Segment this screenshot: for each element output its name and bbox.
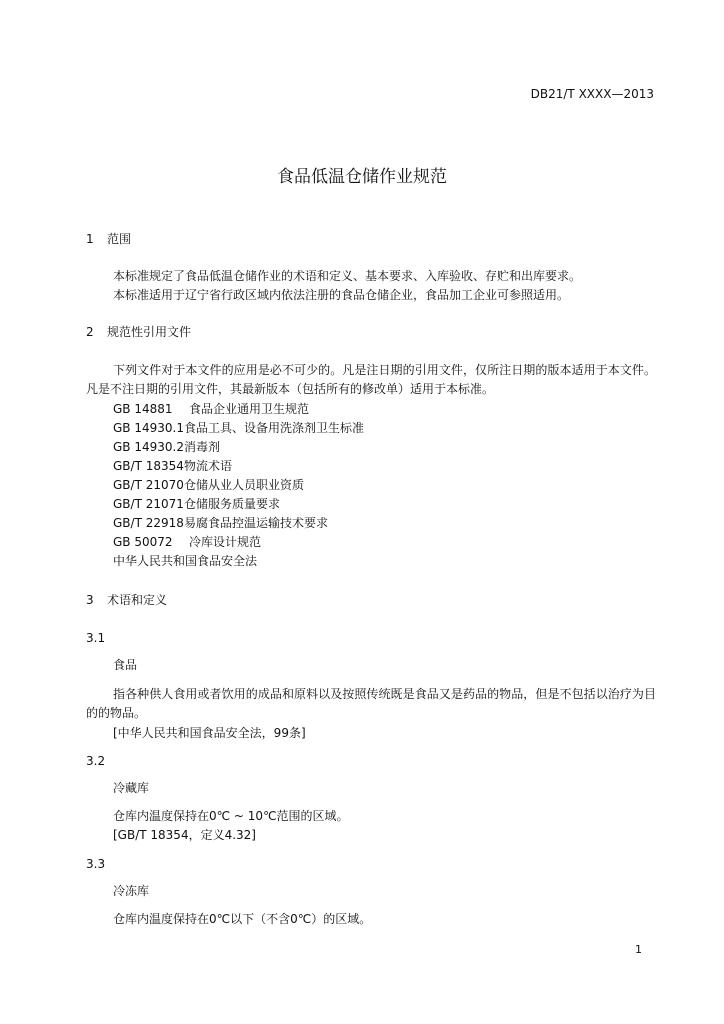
section-number: 3 — [86, 593, 94, 607]
reference-name: 物流术语 — [184, 459, 233, 473]
section-1-heading — [86, 231, 131, 247]
reference-law: 中华人民共和国食品安全法 — [113, 554, 258, 568]
normative-references-intro: 下列文件对于本文件的应用是必不可少的。凡是注日期的引用文件，仅所注日期的版本适用于本文件。凡是不注日期的引用文件，其最新版本（包括所有的修改单）适用于本标准。 — [86, 363, 656, 396]
reference-item — [113, 534, 261, 550]
term-definition: 指各种供人食用或者饮用的成品和原料以及按照传统既是食品又是药品的物品，但是不包括以治疗为目的的物品。 — [86, 687, 656, 720]
reference-code: GB/T 18354 — [113, 459, 184, 473]
reference-code: GB/T 22918 — [113, 516, 184, 530]
header-doc-code: DB21/T XXXX—2013 — [530, 87, 654, 101]
section-number: 2 — [86, 325, 94, 339]
reference-name: 食品企业通用卫生规范 — [189, 402, 310, 416]
reference-item — [113, 515, 328, 531]
reference-name: 仓储从业人员职业资质 — [184, 478, 305, 492]
scope-paragraph-2: 本标准适用于辽宁省行政区域内依法注册的食品仓储企业，食品加工企业可参照适用。 — [113, 288, 570, 302]
section-number: 1 — [86, 232, 94, 246]
term-name: 冷藏库 — [113, 781, 150, 795]
term-definition: 仓库内温度保持在0℃以下（不含0℃）的区域。 — [113, 912, 372, 926]
term-name: 冷冻库 — [113, 884, 150, 898]
section-2-heading — [86, 324, 191, 340]
reference-name: 仓储服务质量要求 — [184, 497, 281, 511]
term-source: [GB/T 18354，定义4.32] — [113, 828, 256, 842]
section-title: 范围 — [107, 232, 132, 246]
reference-item — [113, 496, 280, 512]
reference-code: GB/T 21070 — [113, 478, 184, 492]
reference-item — [113, 458, 232, 474]
reference-item — [113, 477, 304, 493]
term-number: 3.1 — [86, 631, 106, 645]
section-title: 术语和定义 — [107, 593, 168, 607]
term-number: 3.3 — [86, 857, 106, 871]
reference-name: 消毒剂 — [184, 440, 221, 454]
section-title: 规范性引用文件 — [107, 325, 192, 339]
reference-code: GB/T 21071 — [113, 497, 184, 511]
term-name: 食品 — [113, 658, 138, 672]
reference-name: 冷库设计规范 — [189, 535, 262, 549]
reference-code: GB 14881 — [113, 402, 173, 416]
reference-name: 易腐食品控温运输技术要求 — [184, 516, 329, 530]
page-number: 1 — [635, 943, 642, 956]
section-3-heading — [86, 592, 167, 608]
reference-item — [113, 420, 364, 436]
reference-code: GB 14930.1 — [113, 421, 184, 435]
term-definition: 仓库内温度保持在0℃ ~ 10℃范围的区域。 — [113, 809, 349, 823]
reference-item — [113, 401, 309, 417]
document-title: 食品低温仓储作业规范 — [277, 167, 447, 187]
reference-item — [113, 439, 220, 455]
scope-paragraph-1: 本标准规定了食品低温仓储作业的术语和定义、基本要求、入库验收、存贮和出库要求。 — [113, 269, 582, 283]
reference-code: GB 50072 — [113, 535, 173, 549]
reference-name: 食品工具、设备用洗涤剂卫生标准 — [184, 421, 365, 435]
term-source: [中华人民共和国食品安全法，99条] — [113, 726, 306, 740]
reference-code: GB 14930.2 — [113, 440, 184, 454]
term-number: 3.2 — [86, 754, 106, 768]
